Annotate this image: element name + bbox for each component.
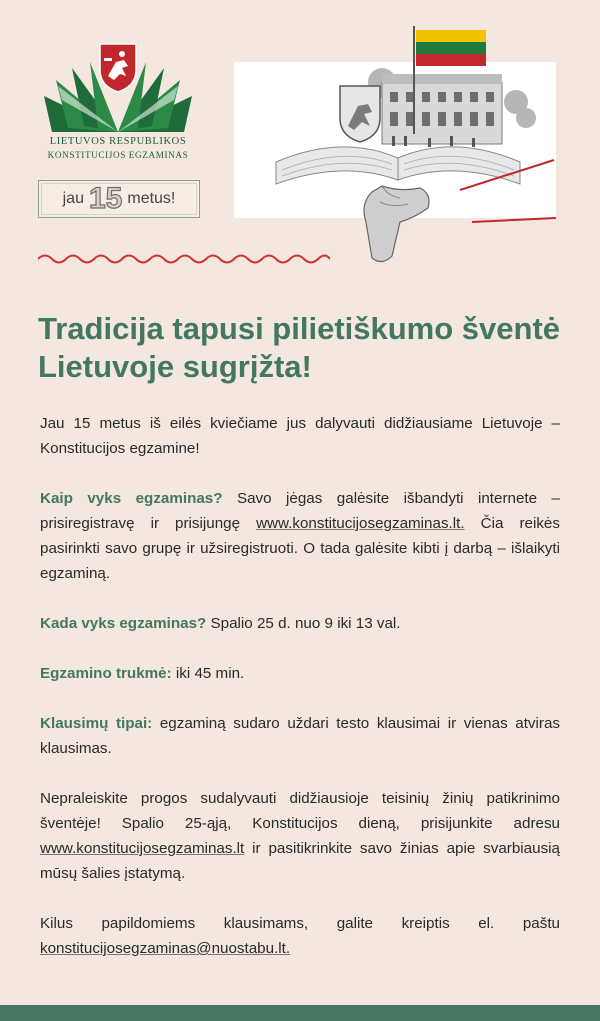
types-text: egzaminą sudaro uždari testo klausimai ir vienas atviras klausimas. [40,715,560,757]
duration-paragraph [40,661,560,686]
badge-number: 15 [88,182,123,215]
hand-holding-book-icon [232,22,558,272]
how-label: Kaip vyks egzaminas? [40,490,223,507]
contact-text: Kilus papildomiems klausimams, galite kreiptis el. paštu [40,915,560,932]
anniversary-badge [38,180,200,218]
invite-text-after: ir pasitikrinkite savo žinias apie svarbiausią mūsų šalies įstatymą. [40,840,560,882]
page-title: Tradicija tapusi pilietiškumo šventė Lietuvoje sugrįžta! [38,311,561,384]
when-text: Spalio 25 d. nuo 9 iki 13 val. [206,615,401,632]
logo-title-line1: LIETUVOS RESPUBLIKOS [49,136,187,147]
logo [38,40,198,165]
squiggle-divider-icon [38,252,330,266]
exam-website-link[interactable]: www.konstitucijosegzaminas.lt. [256,515,465,532]
how-text-after: Čia reikės pasirinkti savo grupę ir užsiregistruoti. O tada galėsite kibti į darbą – išlaikyti egzaminą. [40,515,560,582]
intro-paragraph: Jau 15 metus iš eilės kviečiame jus dalyvauti didžiausiame Lietuvoje – Konstitucijos egzamine! [40,415,560,457]
contact-email-link[interactable]: konstitucijosegzaminas@nuostabu.lt. [40,940,291,957]
contact-paragraph [40,911,560,961]
invite-text-before: Nepraleiskite progos sudalyvauti didžiausioje teisinių žinių patikrinimo šventėje! Spalio 25-ąją, Konstitucijos dieną, prisijunkite adresu [40,790,560,832]
invite-paragraph [40,786,560,886]
hero-illustration [232,22,558,272]
duration-text: iki 45 min. [171,665,245,682]
coat-of-arms-book-icon [38,40,198,136]
when-paragraph [40,611,560,636]
footer-bar [0,1005,600,1021]
content-body [40,411,560,986]
exam-website-link-2[interactable]: www.konstitucijosegzaminas.lt [40,840,245,857]
duration-label: Egzamino trukmė: [40,665,172,682]
badge-prefix: jau [62,190,84,207]
how-text-before: Savo jėgas galėsite išbandyti internete – prisiregistravę ir prisijungę [40,490,560,532]
how-paragraph [40,486,560,586]
logo-title-line2: KONSTITUCIJOS EGZAMINAS [47,150,189,160]
types-label: Klausimų tipai: [40,715,153,732]
when-label: Kada vyks egzaminas? [40,615,207,632]
types-paragraph [40,711,560,761]
badge-suffix: metus! [127,190,176,207]
